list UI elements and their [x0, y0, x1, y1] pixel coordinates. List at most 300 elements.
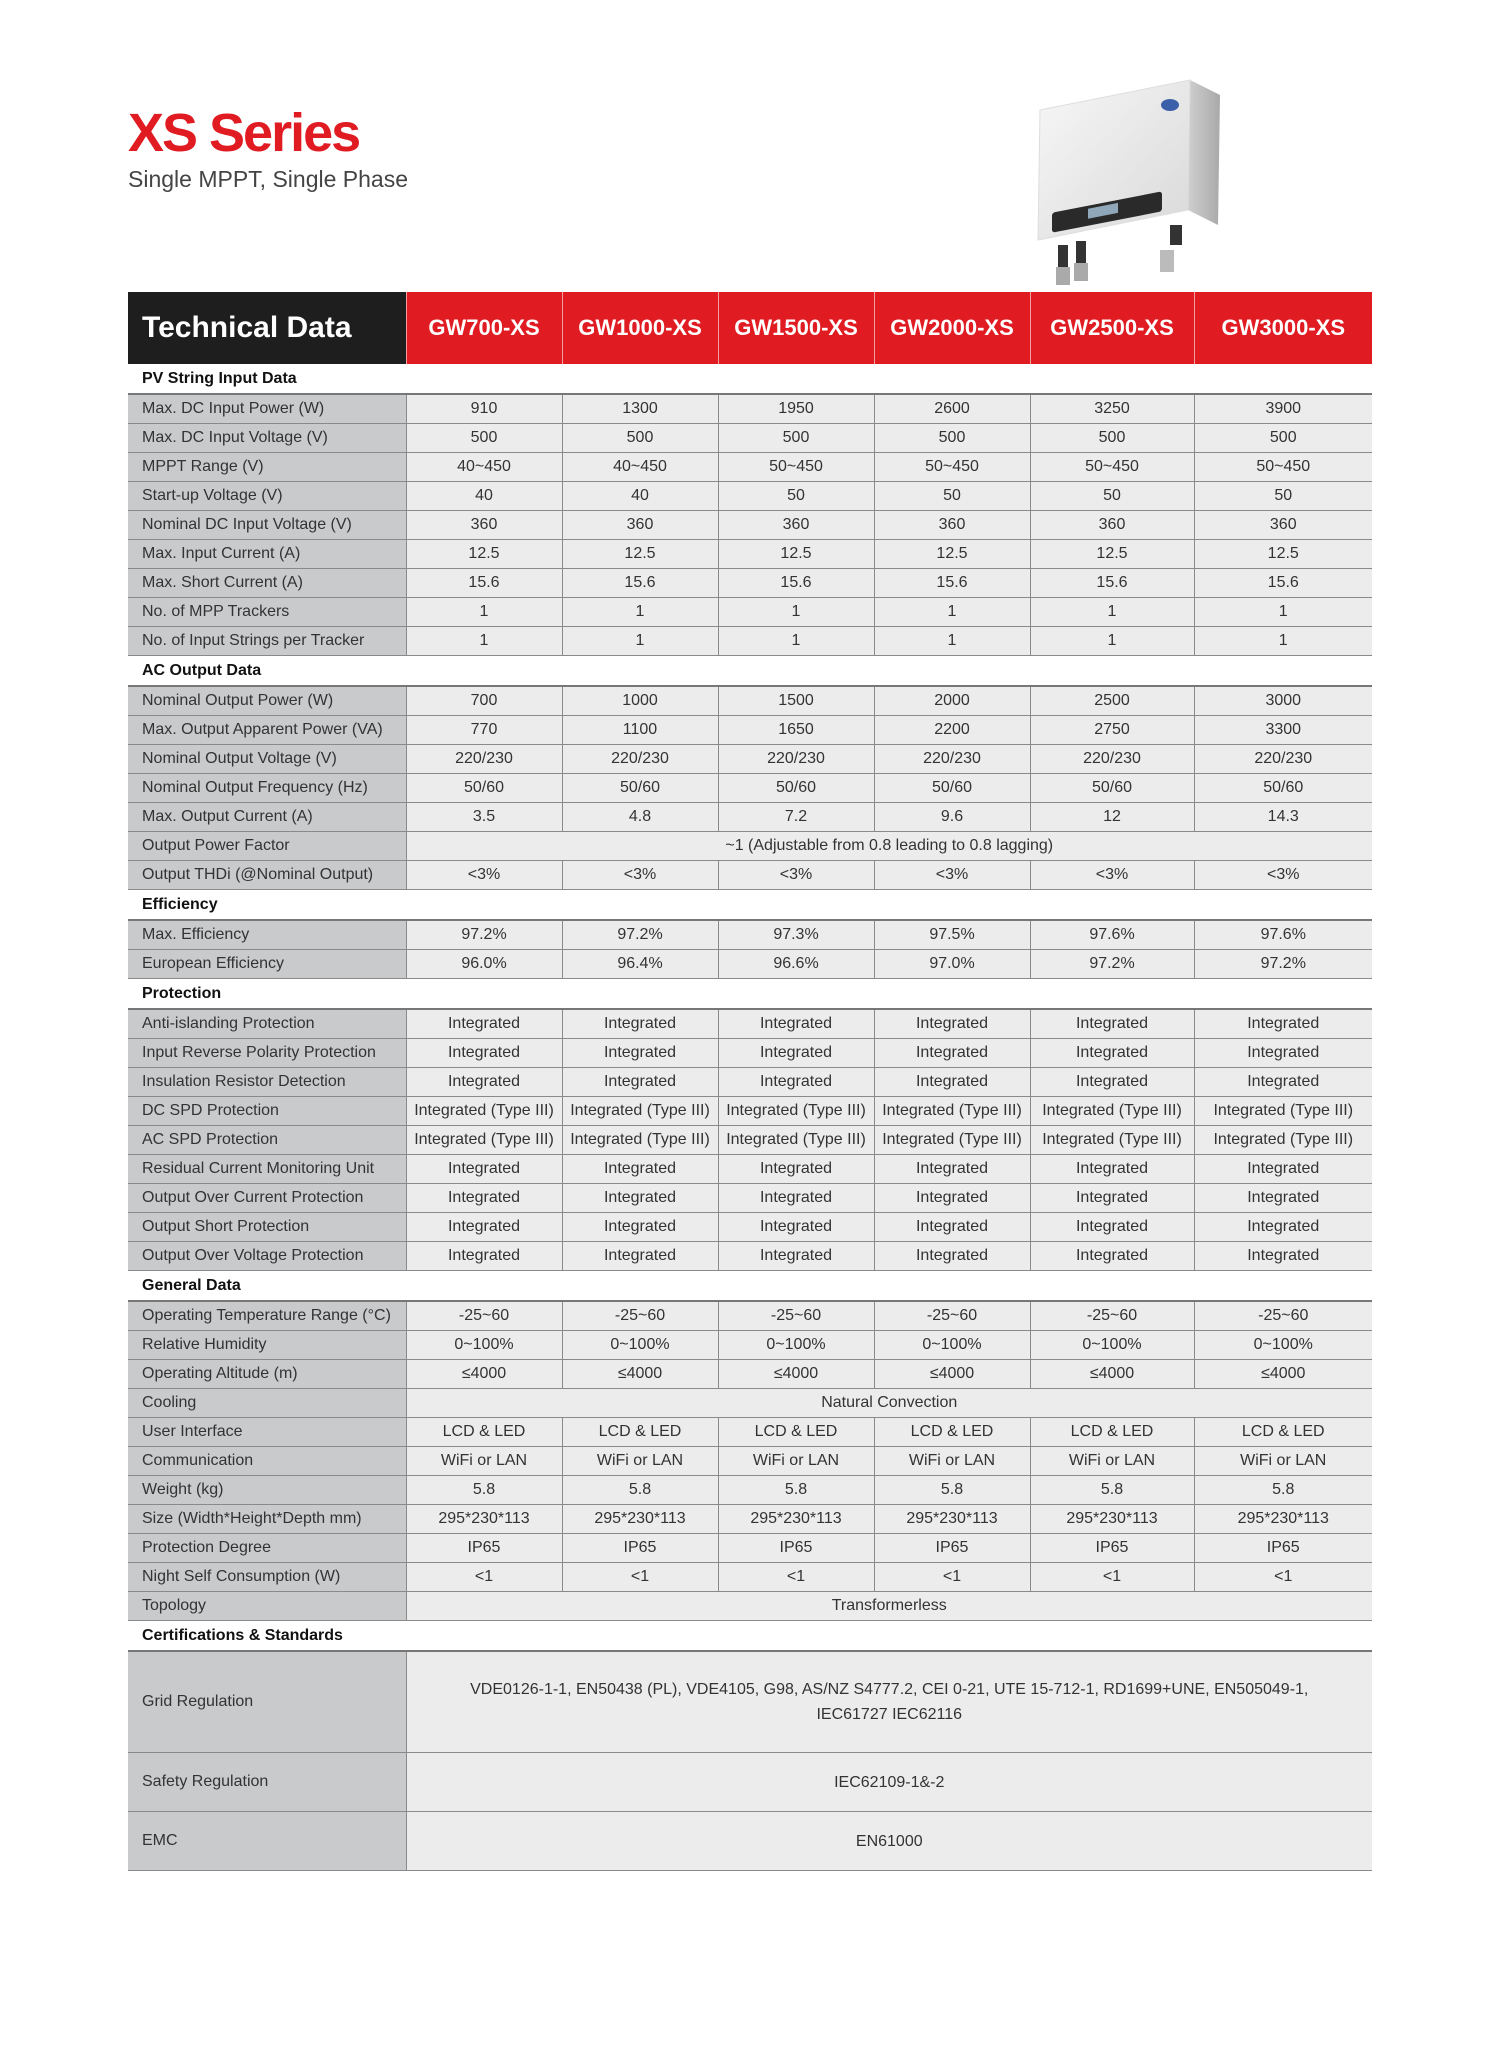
row-label: Insulation Resistor Detection — [128, 1068, 406, 1097]
row-value: LCD & LED — [874, 1418, 1030, 1447]
row-value: 1950 — [718, 394, 874, 424]
row-value: ≤4000 — [718, 1360, 874, 1389]
row-label: Nominal Output Frequency (Hz) — [128, 774, 406, 803]
row-value: 0~100% — [562, 1331, 718, 1360]
row-value: <3% — [1194, 861, 1372, 890]
row-label: MPPT Range (V) — [128, 453, 406, 482]
table-row — [128, 745, 1372, 774]
row-value: LCD & LED — [718, 1418, 874, 1447]
row-value: Integrated — [406, 1155, 562, 1184]
row-value: -25~60 — [718, 1301, 874, 1331]
row-label: Protection Degree — [128, 1534, 406, 1563]
row-value: <3% — [874, 861, 1030, 890]
section-title: Certifications & Standards — [128, 1621, 1372, 1652]
row-value: Integrated — [874, 1039, 1030, 1068]
model-header: GW3000-XS — [1194, 292, 1372, 364]
row-value: 360 — [1194, 511, 1372, 540]
section-header-row — [128, 656, 1372, 687]
row-value: 12.5 — [406, 540, 562, 569]
row-value: 220/230 — [1030, 745, 1194, 774]
table-row — [128, 1331, 1372, 1360]
row-value: 220/230 — [874, 745, 1030, 774]
row-value: 15.6 — [874, 569, 1030, 598]
model-header: GW2500-XS — [1030, 292, 1194, 364]
table-row — [128, 1068, 1372, 1097]
row-value: VDE0126-1-1, EN50438 (PL), VDE4105, G98, AS/NZ S4777.2, CEI 0-21, UTE 15-712-1, RD1699+UNE, EN505049-1, IEC61727 IEC62116 — [406, 1651, 1372, 1753]
row-value: 5.8 — [562, 1476, 718, 1505]
row-value: ~1 (Adjustable from 0.8 leading to 0.8 lagging) — [406, 832, 1372, 861]
row-value: Integrated — [562, 1009, 718, 1039]
table-row — [128, 774, 1372, 803]
table-row — [128, 1592, 1372, 1621]
row-label: Cooling — [128, 1389, 406, 1418]
row-value: 40~450 — [406, 453, 562, 482]
table-row — [128, 1447, 1372, 1476]
row-value: 295*230*113 — [562, 1505, 718, 1534]
table-row — [128, 1476, 1372, 1505]
row-value: 3900 — [1194, 394, 1372, 424]
row-value: EN61000 — [406, 1812, 1372, 1871]
row-label: Residual Current Monitoring Unit — [128, 1155, 406, 1184]
row-value: <3% — [406, 861, 562, 890]
row-label: Grid Regulation — [128, 1651, 406, 1753]
row-value: 14.3 — [1194, 803, 1372, 832]
row-label: Max. Output Apparent Power (VA) — [128, 716, 406, 745]
table-row — [128, 1242, 1372, 1271]
section-header-row — [128, 364, 1372, 394]
row-value: 2600 — [874, 394, 1030, 424]
table-row — [128, 424, 1372, 453]
row-value: 1 — [718, 627, 874, 656]
row-value: 50~450 — [874, 453, 1030, 482]
row-value: Integrated — [1194, 1184, 1372, 1213]
row-label: Communication — [128, 1447, 406, 1476]
row-value: 5.8 — [1030, 1476, 1194, 1505]
row-value: Integrated (Type III) — [718, 1097, 874, 1126]
row-label: European Efficiency — [128, 950, 406, 979]
table-row — [128, 1039, 1372, 1068]
row-value: 12.5 — [562, 540, 718, 569]
table-row — [128, 627, 1372, 656]
row-value: 50/60 — [874, 774, 1030, 803]
row-value: Integrated — [406, 1242, 562, 1271]
row-value: Integrated — [718, 1039, 874, 1068]
inverter-product-image — [1030, 75, 1230, 290]
row-value: 15.6 — [562, 569, 718, 598]
row-value: 770 — [406, 716, 562, 745]
row-value: 1 — [1030, 598, 1194, 627]
row-value: 220/230 — [562, 745, 718, 774]
row-value: Integrated (Type III) — [406, 1097, 562, 1126]
row-value: Integrated — [562, 1155, 718, 1184]
row-value: IP65 — [1194, 1534, 1372, 1563]
table-row — [128, 1155, 1372, 1184]
row-value: 5.8 — [406, 1476, 562, 1505]
row-value: 360 — [406, 511, 562, 540]
row-value: Integrated — [562, 1039, 718, 1068]
table-row — [128, 482, 1372, 511]
row-value: Integrated — [1030, 1039, 1194, 1068]
row-value: 97.6% — [1194, 920, 1372, 950]
row-label: Topology — [128, 1592, 406, 1621]
table-row — [128, 832, 1372, 861]
page-subtitle: Single MPPT, Single Phase — [128, 166, 408, 192]
section-title: General Data — [128, 1271, 1372, 1302]
row-value: Integrated — [1030, 1068, 1194, 1097]
model-header: GW1000-XS — [562, 292, 718, 364]
row-value: Integrated — [1194, 1213, 1372, 1242]
row-value: 97.3% — [718, 920, 874, 950]
row-value: -25~60 — [874, 1301, 1030, 1331]
row-label: Max. DC Input Power (W) — [128, 394, 406, 424]
row-value: 1 — [406, 627, 562, 656]
row-value: 0~100% — [718, 1331, 874, 1360]
row-value: Integrated — [874, 1242, 1030, 1271]
table-body — [128, 364, 1372, 1871]
row-value: 1500 — [718, 686, 874, 716]
row-value: -25~60 — [1194, 1301, 1372, 1331]
row-value: -25~60 — [562, 1301, 718, 1331]
row-value: 50 — [1030, 482, 1194, 511]
row-value: 360 — [562, 511, 718, 540]
row-label: Operating Temperature Range (°C) — [128, 1301, 406, 1331]
table-row — [128, 1360, 1372, 1389]
table-row — [128, 1753, 1372, 1812]
row-value: Integrated — [718, 1009, 874, 1039]
row-label: Output Over Voltage Protection — [128, 1242, 406, 1271]
row-value: Integrated — [1030, 1242, 1194, 1271]
row-value: IP65 — [1030, 1534, 1194, 1563]
table-row — [128, 1563, 1372, 1592]
table-row — [128, 1301, 1372, 1331]
row-value: WiFi or LAN — [874, 1447, 1030, 1476]
model-header: GW1500-XS — [718, 292, 874, 364]
row-value: Integrated — [874, 1155, 1030, 1184]
row-label: Nominal Output Voltage (V) — [128, 745, 406, 774]
row-value: 5.8 — [1194, 1476, 1372, 1505]
row-label: Size (Width*Height*Depth mm) — [128, 1505, 406, 1534]
row-value: Integrated — [874, 1068, 1030, 1097]
row-value: 500 — [1030, 424, 1194, 453]
row-value: 1 — [1030, 627, 1194, 656]
section-header-row — [128, 1271, 1372, 1302]
row-value: 3000 — [1194, 686, 1372, 716]
row-value: WiFi or LAN — [718, 1447, 874, 1476]
row-value: Integrated (Type III) — [1194, 1097, 1372, 1126]
row-value: <1 — [1030, 1563, 1194, 1592]
row-label: Output Over Current Protection — [128, 1184, 406, 1213]
row-value: Integrated — [1030, 1155, 1194, 1184]
table-row — [128, 540, 1372, 569]
row-label: Start-up Voltage (V) — [128, 482, 406, 511]
row-label: Max. Efficiency — [128, 920, 406, 950]
row-value: LCD & LED — [562, 1418, 718, 1447]
table-row — [128, 1418, 1372, 1447]
section-header-row — [128, 979, 1372, 1010]
table-row — [128, 598, 1372, 627]
row-value: IP65 — [562, 1534, 718, 1563]
row-value: 12.5 — [874, 540, 1030, 569]
row-value: Integrated — [406, 1039, 562, 1068]
row-value: 97.2% — [1030, 950, 1194, 979]
row-value: 15.6 — [1030, 569, 1194, 598]
row-value: 295*230*113 — [718, 1505, 874, 1534]
row-label: Max. Input Current (A) — [128, 540, 406, 569]
row-value: Integrated — [406, 1184, 562, 1213]
row-value: 50 — [718, 482, 874, 511]
row-value: Integrated — [874, 1009, 1030, 1039]
section-title: PV String Input Data — [128, 364, 1372, 394]
row-value: 1100 — [562, 716, 718, 745]
row-value: -25~60 — [406, 1301, 562, 1331]
table-row — [128, 1389, 1372, 1418]
row-value: 5.8 — [874, 1476, 1030, 1505]
table-row — [128, 1126, 1372, 1155]
row-value: 1 — [1194, 598, 1372, 627]
row-value: 2500 — [1030, 686, 1194, 716]
section-header-row — [128, 890, 1372, 921]
row-value: <3% — [718, 861, 874, 890]
row-value: Integrated — [718, 1184, 874, 1213]
row-label: Nominal DC Input Voltage (V) — [128, 511, 406, 540]
table-row — [128, 1097, 1372, 1126]
table-row — [128, 1812, 1372, 1871]
row-value: 97.2% — [562, 920, 718, 950]
row-value: 2750 — [1030, 716, 1194, 745]
row-value: WiFi or LAN — [1194, 1447, 1372, 1476]
row-value: 3.5 — [406, 803, 562, 832]
row-value: <1 — [718, 1563, 874, 1592]
row-value: Integrated — [718, 1242, 874, 1271]
row-label: Operating Altitude (m) — [128, 1360, 406, 1389]
row-value: LCD & LED — [1030, 1418, 1194, 1447]
row-value: 1 — [874, 627, 1030, 656]
row-value: 7.2 — [718, 803, 874, 832]
row-value: Integrated — [562, 1213, 718, 1242]
row-value: 500 — [406, 424, 562, 453]
row-value: WiFi or LAN — [562, 1447, 718, 1476]
row-value: 220/230 — [406, 745, 562, 774]
row-value: Integrated — [1194, 1009, 1372, 1039]
row-value: 1300 — [562, 394, 718, 424]
table-row — [128, 569, 1372, 598]
row-value: 4.8 — [562, 803, 718, 832]
row-value: 3300 — [1194, 716, 1372, 745]
row-value: 1 — [1194, 627, 1372, 656]
row-value: 910 — [406, 394, 562, 424]
row-label: EMC — [128, 1812, 406, 1871]
row-value: 50~450 — [1030, 453, 1194, 482]
row-value: 2200 — [874, 716, 1030, 745]
row-label: User Interface — [128, 1418, 406, 1447]
row-value: Integrated — [874, 1184, 1030, 1213]
row-value: ≤4000 — [562, 1360, 718, 1389]
table-row — [128, 716, 1372, 745]
table-row — [128, 1213, 1372, 1242]
row-value: Integrated (Type III) — [1194, 1126, 1372, 1155]
technical-data-table — [128, 292, 1372, 1871]
row-value: 1 — [406, 598, 562, 627]
row-value: 0~100% — [1194, 1331, 1372, 1360]
row-label: DC SPD Protection — [128, 1097, 406, 1126]
row-value: <3% — [562, 861, 718, 890]
row-value: ≤4000 — [406, 1360, 562, 1389]
row-value: Integrated (Type III) — [562, 1126, 718, 1155]
row-value: 96.4% — [562, 950, 718, 979]
row-value: <1 — [874, 1563, 1030, 1592]
row-value: WiFi or LAN — [1030, 1447, 1194, 1476]
row-value: 40 — [406, 482, 562, 511]
row-value: 295*230*113 — [406, 1505, 562, 1534]
row-label: No. of MPP Trackers — [128, 598, 406, 627]
row-label: Weight (kg) — [128, 1476, 406, 1505]
row-label: Output THDi (@Nominal Output) — [128, 861, 406, 890]
row-value: Integrated — [562, 1184, 718, 1213]
row-value: Integrated — [1194, 1068, 1372, 1097]
row-value: Integrated — [1030, 1184, 1194, 1213]
row-value: Integrated (Type III) — [562, 1097, 718, 1126]
table-row — [128, 920, 1372, 950]
row-value: 0~100% — [1030, 1331, 1194, 1360]
row-value: 97.0% — [874, 950, 1030, 979]
row-value: 9.6 — [874, 803, 1030, 832]
row-value: 295*230*113 — [1030, 1505, 1194, 1534]
table-row — [128, 950, 1372, 979]
row-value: IP65 — [718, 1534, 874, 1563]
row-value: <1 — [1194, 1563, 1372, 1592]
row-label: Safety Regulation — [128, 1753, 406, 1812]
table-row — [128, 686, 1372, 716]
row-value: 5.8 — [718, 1476, 874, 1505]
row-label: No. of Input Strings per Tracker — [128, 627, 406, 656]
row-value: <3% — [1030, 861, 1194, 890]
row-value: 360 — [874, 511, 1030, 540]
table-row — [128, 1184, 1372, 1213]
section-title: Efficiency — [128, 890, 1372, 921]
row-value: ≤4000 — [1030, 1360, 1194, 1389]
row-value: IP65 — [874, 1534, 1030, 1563]
row-value: <1 — [562, 1563, 718, 1592]
row-value: 1650 — [718, 716, 874, 745]
row-value: 295*230*113 — [874, 1505, 1030, 1534]
row-value: Natural Convection — [406, 1389, 1372, 1418]
row-value: 700 — [406, 686, 562, 716]
row-label: Night Self Consumption (W) — [128, 1563, 406, 1592]
row-value: Integrated — [718, 1213, 874, 1242]
row-value: 2000 — [874, 686, 1030, 716]
row-value: Integrated — [1194, 1155, 1372, 1184]
row-value: 50/60 — [562, 774, 718, 803]
row-value: Integrated — [562, 1068, 718, 1097]
row-value: 500 — [718, 424, 874, 453]
row-value: Integrated — [406, 1009, 562, 1039]
row-value: ≤4000 — [874, 1360, 1030, 1389]
row-value: Integrated — [1030, 1009, 1194, 1039]
row-label: Nominal Output Power (W) — [128, 686, 406, 716]
row-value: 12.5 — [1194, 540, 1372, 569]
row-value: 50/60 — [1194, 774, 1372, 803]
row-value: 50/60 — [718, 774, 874, 803]
table-row — [128, 861, 1372, 890]
table-header-row — [128, 292, 1372, 364]
row-value: 97.5% — [874, 920, 1030, 950]
section-header-row — [128, 1621, 1372, 1652]
table-row — [128, 803, 1372, 832]
row-value: 1 — [718, 598, 874, 627]
row-value: 96.6% — [718, 950, 874, 979]
row-value: 295*230*113 — [1194, 1505, 1372, 1534]
row-value: Integrated — [406, 1213, 562, 1242]
page-title: XS Series — [128, 103, 360, 163]
row-label: Output Short Protection — [128, 1213, 406, 1242]
row-value: Integrated — [1030, 1213, 1194, 1242]
row-value: 15.6 — [1194, 569, 1372, 598]
row-value: 50/60 — [1030, 774, 1194, 803]
row-value: Integrated — [718, 1155, 874, 1184]
row-value: 1 — [562, 627, 718, 656]
row-value: Integrated (Type III) — [874, 1126, 1030, 1155]
row-label: Output Power Factor — [128, 832, 406, 861]
row-value: 360 — [1030, 511, 1194, 540]
row-value: Transformerless — [406, 1592, 1372, 1621]
row-value: LCD & LED — [406, 1418, 562, 1447]
row-value: 50 — [874, 482, 1030, 511]
row-value: 220/230 — [1194, 745, 1372, 774]
row-value: 96.0% — [406, 950, 562, 979]
row-value: Integrated (Type III) — [874, 1097, 1030, 1126]
row-value: WiFi or LAN — [406, 1447, 562, 1476]
row-value: 50/60 — [406, 774, 562, 803]
row-value: 50~450 — [1194, 453, 1372, 482]
row-value: Integrated — [562, 1242, 718, 1271]
row-value: 220/230 — [718, 745, 874, 774]
row-value: Integrated — [1194, 1039, 1372, 1068]
row-value: Integrated — [718, 1068, 874, 1097]
row-value: 0~100% — [874, 1331, 1030, 1360]
row-value: 1000 — [562, 686, 718, 716]
row-value: -25~60 — [1030, 1301, 1194, 1331]
row-value: 15.6 — [718, 569, 874, 598]
table-row — [128, 1505, 1372, 1534]
row-value: 40~450 — [562, 453, 718, 482]
row-label: Max. Output Current (A) — [128, 803, 406, 832]
row-value: Integrated (Type III) — [1030, 1097, 1194, 1126]
row-value: 97.6% — [1030, 920, 1194, 950]
row-value: 50~450 — [718, 453, 874, 482]
row-value: ≤4000 — [1194, 1360, 1372, 1389]
row-value: 1 — [562, 598, 718, 627]
row-label: AC SPD Protection — [128, 1126, 406, 1155]
row-value: Integrated — [874, 1213, 1030, 1242]
section-title: AC Output Data — [128, 656, 1372, 687]
table-row — [128, 453, 1372, 482]
row-label: Relative Humidity — [128, 1331, 406, 1360]
row-value: LCD & LED — [1194, 1418, 1372, 1447]
row-value: IP65 — [406, 1534, 562, 1563]
row-value: 500 — [562, 424, 718, 453]
row-value: 97.2% — [406, 920, 562, 950]
row-value: Integrated — [406, 1068, 562, 1097]
model-header: GW2000-XS — [874, 292, 1030, 364]
table-row — [128, 1534, 1372, 1563]
row-value: Integrated (Type III) — [1030, 1126, 1194, 1155]
row-value: 15.6 — [406, 569, 562, 598]
row-value: 40 — [562, 482, 718, 511]
row-value: 50 — [1194, 482, 1372, 511]
row-value: 12.5 — [718, 540, 874, 569]
row-value: IEC62109-1&-2 — [406, 1753, 1372, 1812]
table-row — [128, 394, 1372, 424]
